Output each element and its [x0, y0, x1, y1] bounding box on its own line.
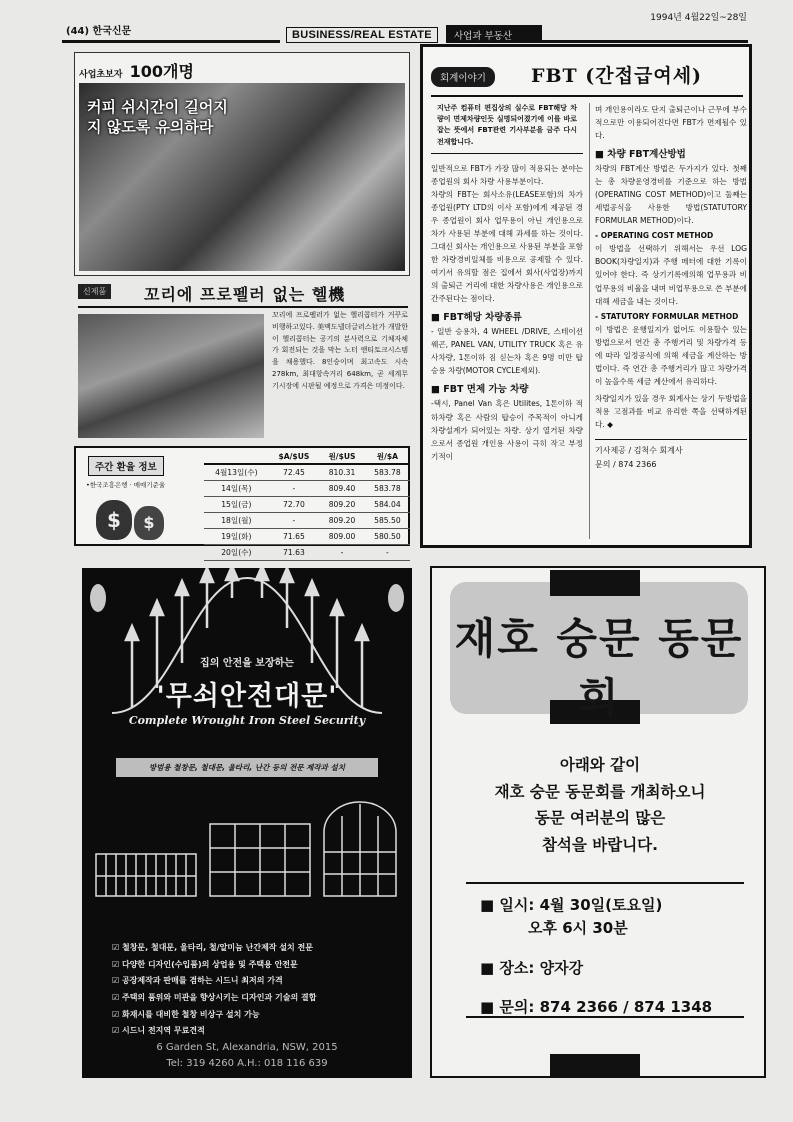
- rate-cell: -: [269, 512, 319, 528]
- place-value: 양자강: [539, 958, 584, 977]
- rate-cell: 71.63: [269, 544, 319, 560]
- list-item: [112, 1007, 402, 1024]
- table-row: [204, 512, 410, 528]
- table-row: [204, 496, 410, 512]
- contact-phone: 문의 / 874 2366: [595, 460, 657, 470]
- date-cell: 18일(월): [204, 512, 269, 528]
- title-underline: [78, 306, 408, 308]
- event-place: [480, 957, 760, 980]
- rate-cell: 585.50: [365, 512, 410, 528]
- fbt-paragraph: 이 방법을 선택하기 위해서는 우선 LOG BOOK(차량일지)과 주행 메터에 대한 기록이 있어야 한다. 즉 상기기록에의해 업무용과 비업무용의 비율을 내며 비업무용으로 쓴 부분에 대해 세금을 내는 것이다.: [595, 244, 747, 306]
- checkbox-icon: ☑: [112, 992, 122, 1002]
- exchange-table: [204, 450, 410, 561]
- rate-cell: 810.31: [319, 464, 365, 480]
- exchange-header-row: [204, 450, 410, 464]
- new-product-tag: 신제품: [78, 284, 111, 299]
- fbt-paragraph: 차량의 FBT는 회사소유(LEASE포함)의 차가 종업원(PTY LTD의 이사 포함)에게 제공된 경우 종업원이 회사 업무용이 아닌 개인용으로 차가 사용된 부분에 대해 과세를 하는 것이다. 그대신 회사는 개인용으로 사용된 부분을 포함한 차량경비일체를 비용으로 공제할 수 있다. 여기서 유의할 점은 집에서 회사(사업장)까지의 출퇴근 거리에 대한 차량사용은 개인용으로 간주된다는 점이다.: [431, 189, 583, 304]
- helicopter-body: 꼬리에 프로펠러가 없는 헬리콥터가 거꾸로 비행하고있다. 美맥도넬더글러스社가 개발한 이 헬리콥터는 공기의 분사력으로 기체자체가 회전되는 것을 막는 노터 앤티토크시스템을 채용했다. 8인승이며 최고속도 시속 278km, 최대항속거리 648km, 곧 세계무기시장에 시판될 예정으로 가격은 미정이다.: [272, 311, 408, 390]
- feature-text: 공장제작과 판매를 겸하는 시드니 최저의 가격: [121, 976, 283, 986]
- subheading-exempt: ■ FBT 면제 가능 차량: [431, 384, 529, 396]
- header-cell: 원/$A: [365, 450, 410, 464]
- credit-line: 기사제공 / 김척수 회계사: [595, 445, 683, 455]
- exchange-rate-box: [74, 446, 410, 557]
- fence-panel-icon: [96, 854, 196, 896]
- column-divider: [589, 103, 590, 539]
- helicopter-title: 꼬리에 프로펠러 없는 헬機: [144, 285, 346, 304]
- fbt-paragraph: - 일반 승용차, 4 WHEEL /DRIVE, 스테이션 웨곤, PANEL VAN, UTILITY TRUCK 혹은 유사차량, 1톤이하 짐 싣는차 혹은 9명 미만 탑승용 차량(MOTOR CYCLE제외).: [431, 327, 583, 376]
- rate-cell: 72.45: [269, 464, 319, 480]
- service-banner: 방범용 철창문, 철대문, 울타리, 난간 등의 전문 제작과 설치: [116, 758, 378, 777]
- fbt-paragraph: -택시, Panel Van 혹은 Utilites, 1톤이하 적하차량 혹은 사람의 탑승이 주목적이 아니게 차량설계가 되어있는 차량. 상기 열거된 차량으로서 종업원 개인용 사용이 극히 작고 부정기적이: [431, 399, 583, 461]
- fbt-article: [420, 44, 752, 548]
- event-time: 오후 6시 30분: [528, 919, 628, 938]
- money-bag-icon: $: [96, 500, 132, 540]
- checkbox-icon: ☑: [112, 1009, 122, 1019]
- section-title-korean: 사업과 부동산: [446, 25, 542, 43]
- event-date: [480, 894, 760, 917]
- feature-list: [112, 940, 402, 1040]
- rate-cell: 72.70: [269, 496, 319, 512]
- rate-cell: 71.65: [269, 528, 319, 544]
- header-rule-left: [62, 40, 280, 43]
- fbt-title: FBT (간접급여세): [531, 65, 703, 87]
- date-value: 4월 30일(토요일): [539, 896, 663, 914]
- date-cell: 20일(수): [204, 544, 269, 560]
- message-line: 동문 여러분의 많은: [534, 809, 666, 828]
- list-item: [112, 957, 402, 974]
- event-details: [480, 894, 760, 1019]
- table-row: [204, 528, 410, 544]
- message-line: 참석을 바랍니다.: [541, 835, 659, 854]
- header-cell: 원/$US: [319, 450, 365, 464]
- issue-date: 1994년 4월22일~28일: [650, 13, 747, 23]
- rate-cell: 809.20: [319, 512, 365, 528]
- fbt-paragraph: 이 방법은 운행일지가 없어도 이용할수 있는 방법으로서 연간 총 주행거리 및 차량가격 등에 따라 일정공식에 의해 세금을 계산하는 방법이다. 즉 연간 총 주행거리가 많고 차량가격이 높을수록 세금 계산에서 유리하다.: [595, 324, 747, 386]
- feature-text: 시드니 전지역 무료견적: [121, 1026, 205, 1036]
- ad-phone: Tel: 319 4260 A.H.: 018 116 639: [166, 1058, 328, 1069]
- helicopter-article: [74, 280, 410, 440]
- header-cell: $A/$US: [269, 450, 319, 464]
- date-cell: 19일(화): [204, 528, 269, 544]
- kicker-number: 100개명: [129, 62, 194, 81]
- table-row: [204, 544, 410, 560]
- checkbox-icon: ☑: [112, 959, 122, 969]
- photo-caption: 커피 쉬시간이 길어지지 않도록 유의하라: [87, 98, 228, 137]
- date-cell: 15일(금): [204, 496, 269, 512]
- rate-cell: 583.78: [365, 464, 410, 480]
- date-cell: 4월13일(수): [204, 464, 269, 480]
- list-item: [112, 1023, 402, 1040]
- header-rule-right: [542, 40, 748, 43]
- subheading-statutory: - STATUTORY FORMULAR METHOD: [595, 311, 739, 321]
- kicker: [79, 59, 194, 82]
- feature-text: 화재시를 대비한 철창 비상구 설치 가능: [121, 1009, 260, 1019]
- contact-value: 874 2366 / 874 1348: [539, 997, 713, 1016]
- checkbox-icon: ☑: [112, 1026, 122, 1036]
- security-door-ad: [82, 568, 412, 1078]
- message-line: 재호 숭문 동문회를 개최하오니: [494, 782, 706, 801]
- feature-text: 철창문, 철대문, 울타리, 철/알미늄 난간제작 설치 전문: [121, 943, 314, 952]
- rate-cell: 584.04: [365, 496, 410, 512]
- header-cell: [204, 450, 269, 464]
- date-label: ■ 일시:: [480, 896, 535, 914]
- contact-label: ■ 문의:: [480, 997, 535, 1016]
- checkbox-icon: ☑: [112, 976, 122, 986]
- rate-cell: 809.40: [319, 480, 365, 496]
- fbt-paragraph: 차량일지가 있을 경우 회계사는 상기 두방법을 적용 고점과를 비교 유리한 쪽을 선택하게된다. ◆: [595, 393, 747, 429]
- divider: [466, 1016, 744, 1018]
- fbt-paragraph: 차량의 FBT계산 방법은 두가지가 있다. 첫째는 총 차량운영경비를 기준으로 하는 방법(OPERATING COST METHOD)이고 둘째는 세법공식을 사용한 방법(STATUTORY FORMULAR METHOD)이다.: [595, 164, 747, 226]
- arched-door-icon: [324, 802, 396, 896]
- credit-box: [595, 439, 747, 473]
- section-title: BUSINESS/REAL ESTATE: [286, 27, 438, 43]
- exchange-title: 주간 환율 정보: [88, 456, 164, 476]
- rate-cell: -: [269, 480, 319, 496]
- invitation-message: [432, 752, 768, 859]
- kicker-text: 사업초보자: [79, 70, 123, 80]
- window-grille-icon: [210, 824, 310, 896]
- reunion-title: 재호 숭문 동문회: [454, 614, 744, 723]
- rate-cell: -: [365, 544, 410, 560]
- fbt-paragraph: 며 개인용이라도 단지 출퇴근이나 근무에 부수적으로만 이용되어진다면 FBT가 면제될수 있다.: [595, 105, 747, 141]
- subheading-operating-cost: - OPERATING COST METHOD: [595, 231, 714, 241]
- fbt-column-2: [595, 103, 747, 473]
- list-item: [112, 990, 402, 1007]
- banner-tab: [550, 1054, 640, 1078]
- date-cell: 14일(목): [204, 480, 269, 496]
- feature-text: 다양한 디자인(수입품)의 상업용 및 주택용 안전문: [121, 959, 298, 969]
- list-item: [112, 973, 402, 990]
- place-label: ■ 장소:: [480, 958, 535, 977]
- fbt-column-1: [431, 103, 583, 463]
- subheading-vehicle-types: ■ FBT해당 차량종류: [431, 312, 522, 324]
- exchange-source: •한국조흥은행 · 매매기준율: [86, 481, 166, 489]
- fbt-intro: 지난주 컴퓨터 편집상의 실수로 FBT해당 차량이 면제차량인듯 실명되어졌기에 이를 바로잡는 뜻에서 FBT관련 기사부분을 금주 다시 전재합니다.: [431, 103, 583, 154]
- rate-cell: 583.78: [365, 480, 410, 496]
- gate-drawings: [92, 796, 402, 906]
- rate-cell: 809.20: [319, 496, 365, 512]
- brand-name-english: Complete Wrought Iron Steel Security: [128, 714, 366, 727]
- checkbox-icon: ☑: [112, 943, 122, 952]
- column-badge: 회계이야기: [431, 67, 495, 87]
- rate-cell: -: [319, 544, 365, 560]
- page-number-paper: (44) 한국신문: [66, 26, 132, 37]
- brand-name: '무쇠안전대문': [156, 681, 338, 712]
- feature-text: 주택의 품위와 미관을 향상시키는 디자인과 기술의 결합: [121, 992, 317, 1002]
- title-rule: [431, 95, 743, 97]
- list-item: [112, 940, 402, 957]
- helicopter-photo: [78, 314, 264, 438]
- alumni-reunion-ad: [430, 566, 766, 1078]
- message-line: 아래와 같이: [559, 756, 641, 774]
- feature-photo-block: [74, 52, 410, 276]
- subheading-calc: ■ 차량 FBT계산방법: [595, 149, 686, 161]
- fbt-paragraph: 일반적으로 FBT가 가장 많이 적용되는 분야는 종업원의 회사 차량 사용부분이다.: [431, 163, 583, 186]
- money-bag-icon: $: [134, 506, 164, 540]
- rate-cell: 809.00: [319, 528, 365, 544]
- table-row: [204, 480, 410, 496]
- ad-tagline: 집의 안전을 보장하는: [200, 658, 294, 669]
- divider: [466, 882, 744, 884]
- rate-cell: 580.50: [365, 528, 410, 544]
- banner-tab: [550, 570, 640, 596]
- table-row: [204, 464, 410, 480]
- ad-address: 6 Garden St, Alexandria, NSW, 2015: [156, 1042, 338, 1053]
